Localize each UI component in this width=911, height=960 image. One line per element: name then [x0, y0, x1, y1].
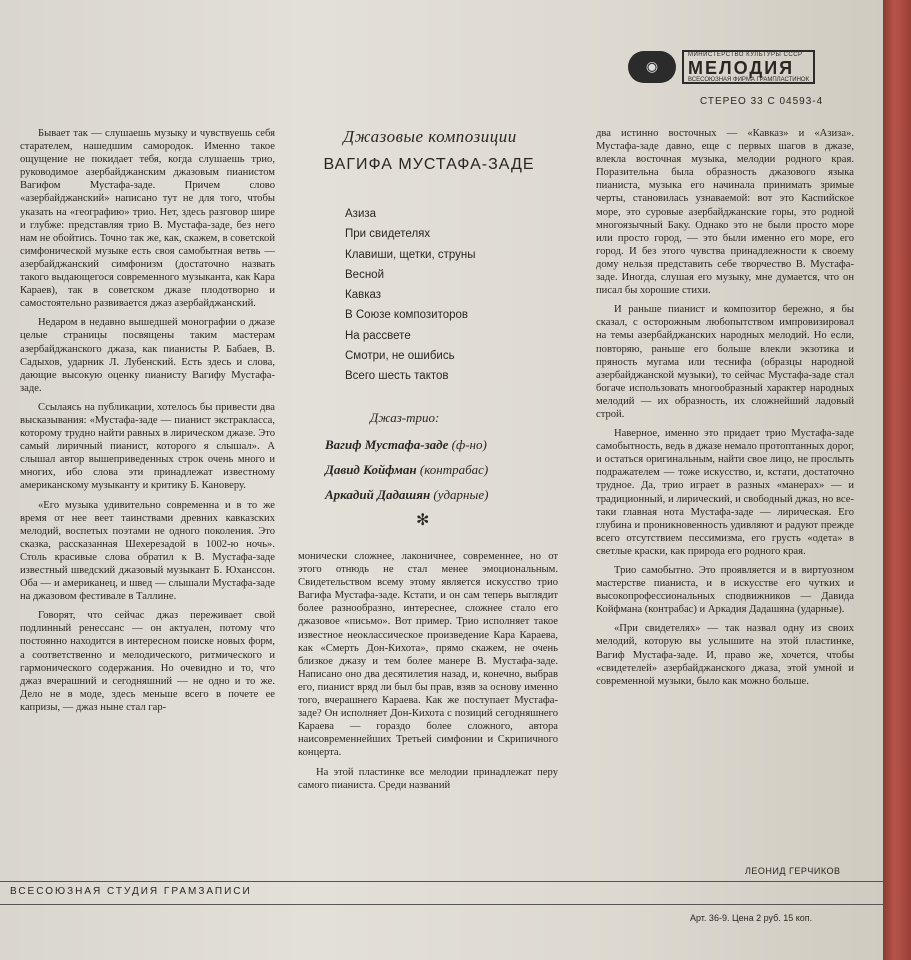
performer	[325, 457, 488, 482]
track-item: В Союзе композиторов	[345, 309, 469, 322]
performer-list	[325, 432, 488, 507]
trio-heading: Джаз-трио:	[370, 410, 440, 425]
album-subtitle: Джазовые композиции	[343, 127, 517, 146]
performer-role: (контрабас)	[419, 462, 489, 477]
track-item: Смотри, не ошибись	[345, 350, 455, 363]
track-item: Весной	[345, 268, 384, 281]
catalog-number: СТЕРЕО 33 С 04593-4	[700, 96, 824, 107]
track-item: При свидетелях	[345, 228, 431, 241]
logo-brand: МЕЛОДИЯ	[688, 57, 795, 78]
performer	[325, 482, 488, 507]
price-line: Арт. 36-9. Цена 2 руб. 15 коп.	[690, 913, 813, 923]
performer-role: (ударные)	[433, 487, 489, 502]
track-item: Азиза	[345, 208, 377, 220]
footer-rule-bottom	[0, 904, 883, 905]
paragraph: «При свидетелях» — так назвал одну из своих мелодий, которую вы услышите на этой пластинке, Вагиф Мустафа-заде. И, право же, хочется, чтобы «свидетелей» азербайджанского джаза, этой умной и современной музыки, было как можно больше.	[596, 623, 854, 687]
melodiya-logo	[628, 48, 828, 86]
ornament-star-icon: ✻	[416, 512, 430, 529]
paragraph: монически сложнее, лаконичнее, современнее, но от этого отнюдь не стал менее эмоциональным. Свидетельством всему этому является искусство трио Вагифа Мустафа-заде. Кстати, и он сам теперь выглядит более разнообразно, интереснее, сложнее стало его джазовое «письмо». Вот пример. Трио исполняет такое известное неоклассическое произведение Кара Караева, как «Смерть Дон-Кихота», прямо скажем, не очень близкое джазу и тем более манере В. Мустафа-заде. Написано оно два десятилетия назад, и, конечно, выбрав его, пианист вряд ли был бы прав, взяв за основу именно того, вчерашнего Караева. Как же поступает Мустафа-заде? Он исполняет Дон-Кихота с позиций сегодняшнего Караева — гораздо более сложного, автора наисовременнейших Третьей симфонии и Скрипичного концерта.	[298, 551, 558, 759]
liner-notes-column-1	[20, 127, 275, 720]
liner-notes-column-3	[596, 127, 854, 694]
paragraph: На этой пластинке все мелодии принадлежат перу самого пианиста. Среди названий	[298, 766, 558, 791]
logo-ministry: МИНИСТЕРСТВО КУЛЬТУРЫ СССР	[688, 51, 803, 58]
paragraph: два истинно восточных — «Кавказ» и «Азиза». Мустафа-заде давно, еще с первых шагов в джазе, влекла восточная музыка, мелодии родного края. Поразительна была образность джазового языка пианиста, музыка его начинала принимать зримые черты, становилась узнаваемой: вот это Каспийское море, это суровые азербайджанские горы, это родной многоязычный Баку. Однако это не были просто море или просто город, — это были именно его море, его город. И без этого чувства принадлежности к своему дому нельзя представить себе творчество В. Мустафа-заде. Иногда, слушая его музыку, мне думается, что он писал бы хорошие стихи.	[596, 128, 854, 297]
logo-firm: ВСЕСОЮЗНАЯ ФИРМА ГРАМПЛАСТИНОК	[688, 76, 810, 83]
performer-name: Аркадий Дадашян	[325, 487, 431, 502]
performer-name: Давид Койфман	[325, 462, 417, 477]
melodiya-emblem-icon: ◉	[628, 51, 676, 83]
paragraph: «Его музыка удивительно современна и в то же время от нее веет таинствами древних кавказских мелодий, воспетых поэтами не одного поколения. Это сказка, рассказанная Шехерезадой в 1002-ю ночь». Столь красивые слова обратил к В. Мустафа-заде известный шведский джазовый музыкант Б. Юханссон. Оба — и американец, и швед — слышали Мустафа-заде на джазовом фестивале в Таллине.	[20, 499, 275, 603]
logo-box	[682, 50, 815, 84]
sleeve-edge	[883, 0, 911, 960]
track-item: Кавказ	[345, 289, 382, 302]
track-item: Клавиши, щетки, струны	[345, 248, 476, 261]
track-list	[345, 204, 476, 387]
author-signature: ЛЕОНИД ГЕРЧИКОВ	[745, 866, 841, 876]
paragraph: Ссылаясь на публикации, хотелось бы привести два высказывания: «Мустафа-заде — пианист экстракласса, которому трудно найти равных в лирическом джазе. Это самый лиричный пианист, которого я слышал». А слышал автор вышеприведенных строк очень много и многих, ибо слова эти принадлежат известному американскому музыканту и критику Б. Кановеру.	[20, 401, 275, 492]
performer-name: Вагиф Мустафа-заде	[325, 437, 449, 452]
footer-rule-top	[0, 881, 883, 882]
paragraph: Недаром в недавно вышедшей монографии о джазе целые страницы посвящены таким мастерам азербайджанского джаза, как пианисты Р. Бабаев, В. Садыхов, ударник Л. Лубенский. Есть здесь и слова, дающие высокую оценку пианисту Вагифу Мустафа-заде.	[20, 317, 275, 394]
paragraph: И раньше пианист и композитор бережно, я бы сказал, с осторожным любопытством импровизировал на темы азербайджанских народных мелодий. Но если, повторяю, раньше его больше влекли экзотика и пряность мугама или теснифа (образцы народной азербайджанской музыки), то сейчас Мустафа-заде стал богаче использовать многообразный характер народных мелодий — их образность, их сложнейший ладовый строй.	[596, 304, 854, 420]
paragraph: Говорят, что сейчас джаз переживает свой подлинный ренессанс — он актуален, потому что постоянно находится в интересном поиске новых форм, а соответственно и мелодического, ритмического и гармонического содержания. Но очевидно и то, что джаз вчерашний и сегодняшний — не одно и то же. Дело не в моде, здесь меньше всего в почете ее капризы, — джаз ныне стал гар-	[20, 610, 275, 713]
performer-role: (ф-но)	[451, 437, 487, 452]
liner-notes-column-2	[298, 550, 558, 798]
track-item: На рассвете	[345, 329, 411, 342]
performer	[325, 432, 488, 457]
paragraph: Наверное, именно это придает трио Мустафа-заде самобытность, ведь в джазе немало протоптанных дорог, и остаться оригинальным, найти свое лицо, не прослыть подражателем — тоже искусство, и, кстати, достаточно трудное. Да, трио играет в разных «манерах» — и традиционный, и лирический, и свободный джаз, но все-таки главная нота Мустафа-заде — лирическая. Его глубина и проникновенность удивляют и радуют прежде всего отсутствием пессимизма, его грусть «одета» в светлые краски, как природа его родного края.	[596, 428, 854, 557]
studio-credit: ВСЕСОЮЗНАЯ СТУДИЯ ГРАМЗАПИСИ	[10, 886, 252, 897]
paragraph: Трио самобытно. Это проявляется и в виртуозном мастерстве пианиста, и в искусстве его чутких и высокопрофессиональных сподвижников — Давида Койфмана (контрабас) и Аркадия Дадашяна (ударные).	[596, 565, 854, 616]
track-item: Всего шесть тактов	[345, 370, 449, 383]
paragraph: Бывает так — слушаешь музыку и чувствуешь себя старателем, нашедшим самородок. Именно такое ощущение не покидает тебя, когда слушаешь трио, руководимое азербайджанским джазовым пианистом Вагифом Мустафа-заде. Причем слово «азербайджанский» написано тут не для того, чтобы указать на «географию» трио. Нет, здесь разговор шире и глубже: представляя трио В. Мустафа-заде, без него нам не обойтись. Точно так же, как, скажем, в советской симфонической музыке есть своя самобытная ветвь — азербайджанский симфонизм (достаточно назвать такого выдающегося современного музыканта, как Кара Караев), так в советском джазе плодотворно и самостоятельно развивается джаз азербайджанский.	[20, 128, 275, 310]
album-title: ВАГИФА МУСТАФА-ЗАДЕ	[323, 156, 535, 173]
